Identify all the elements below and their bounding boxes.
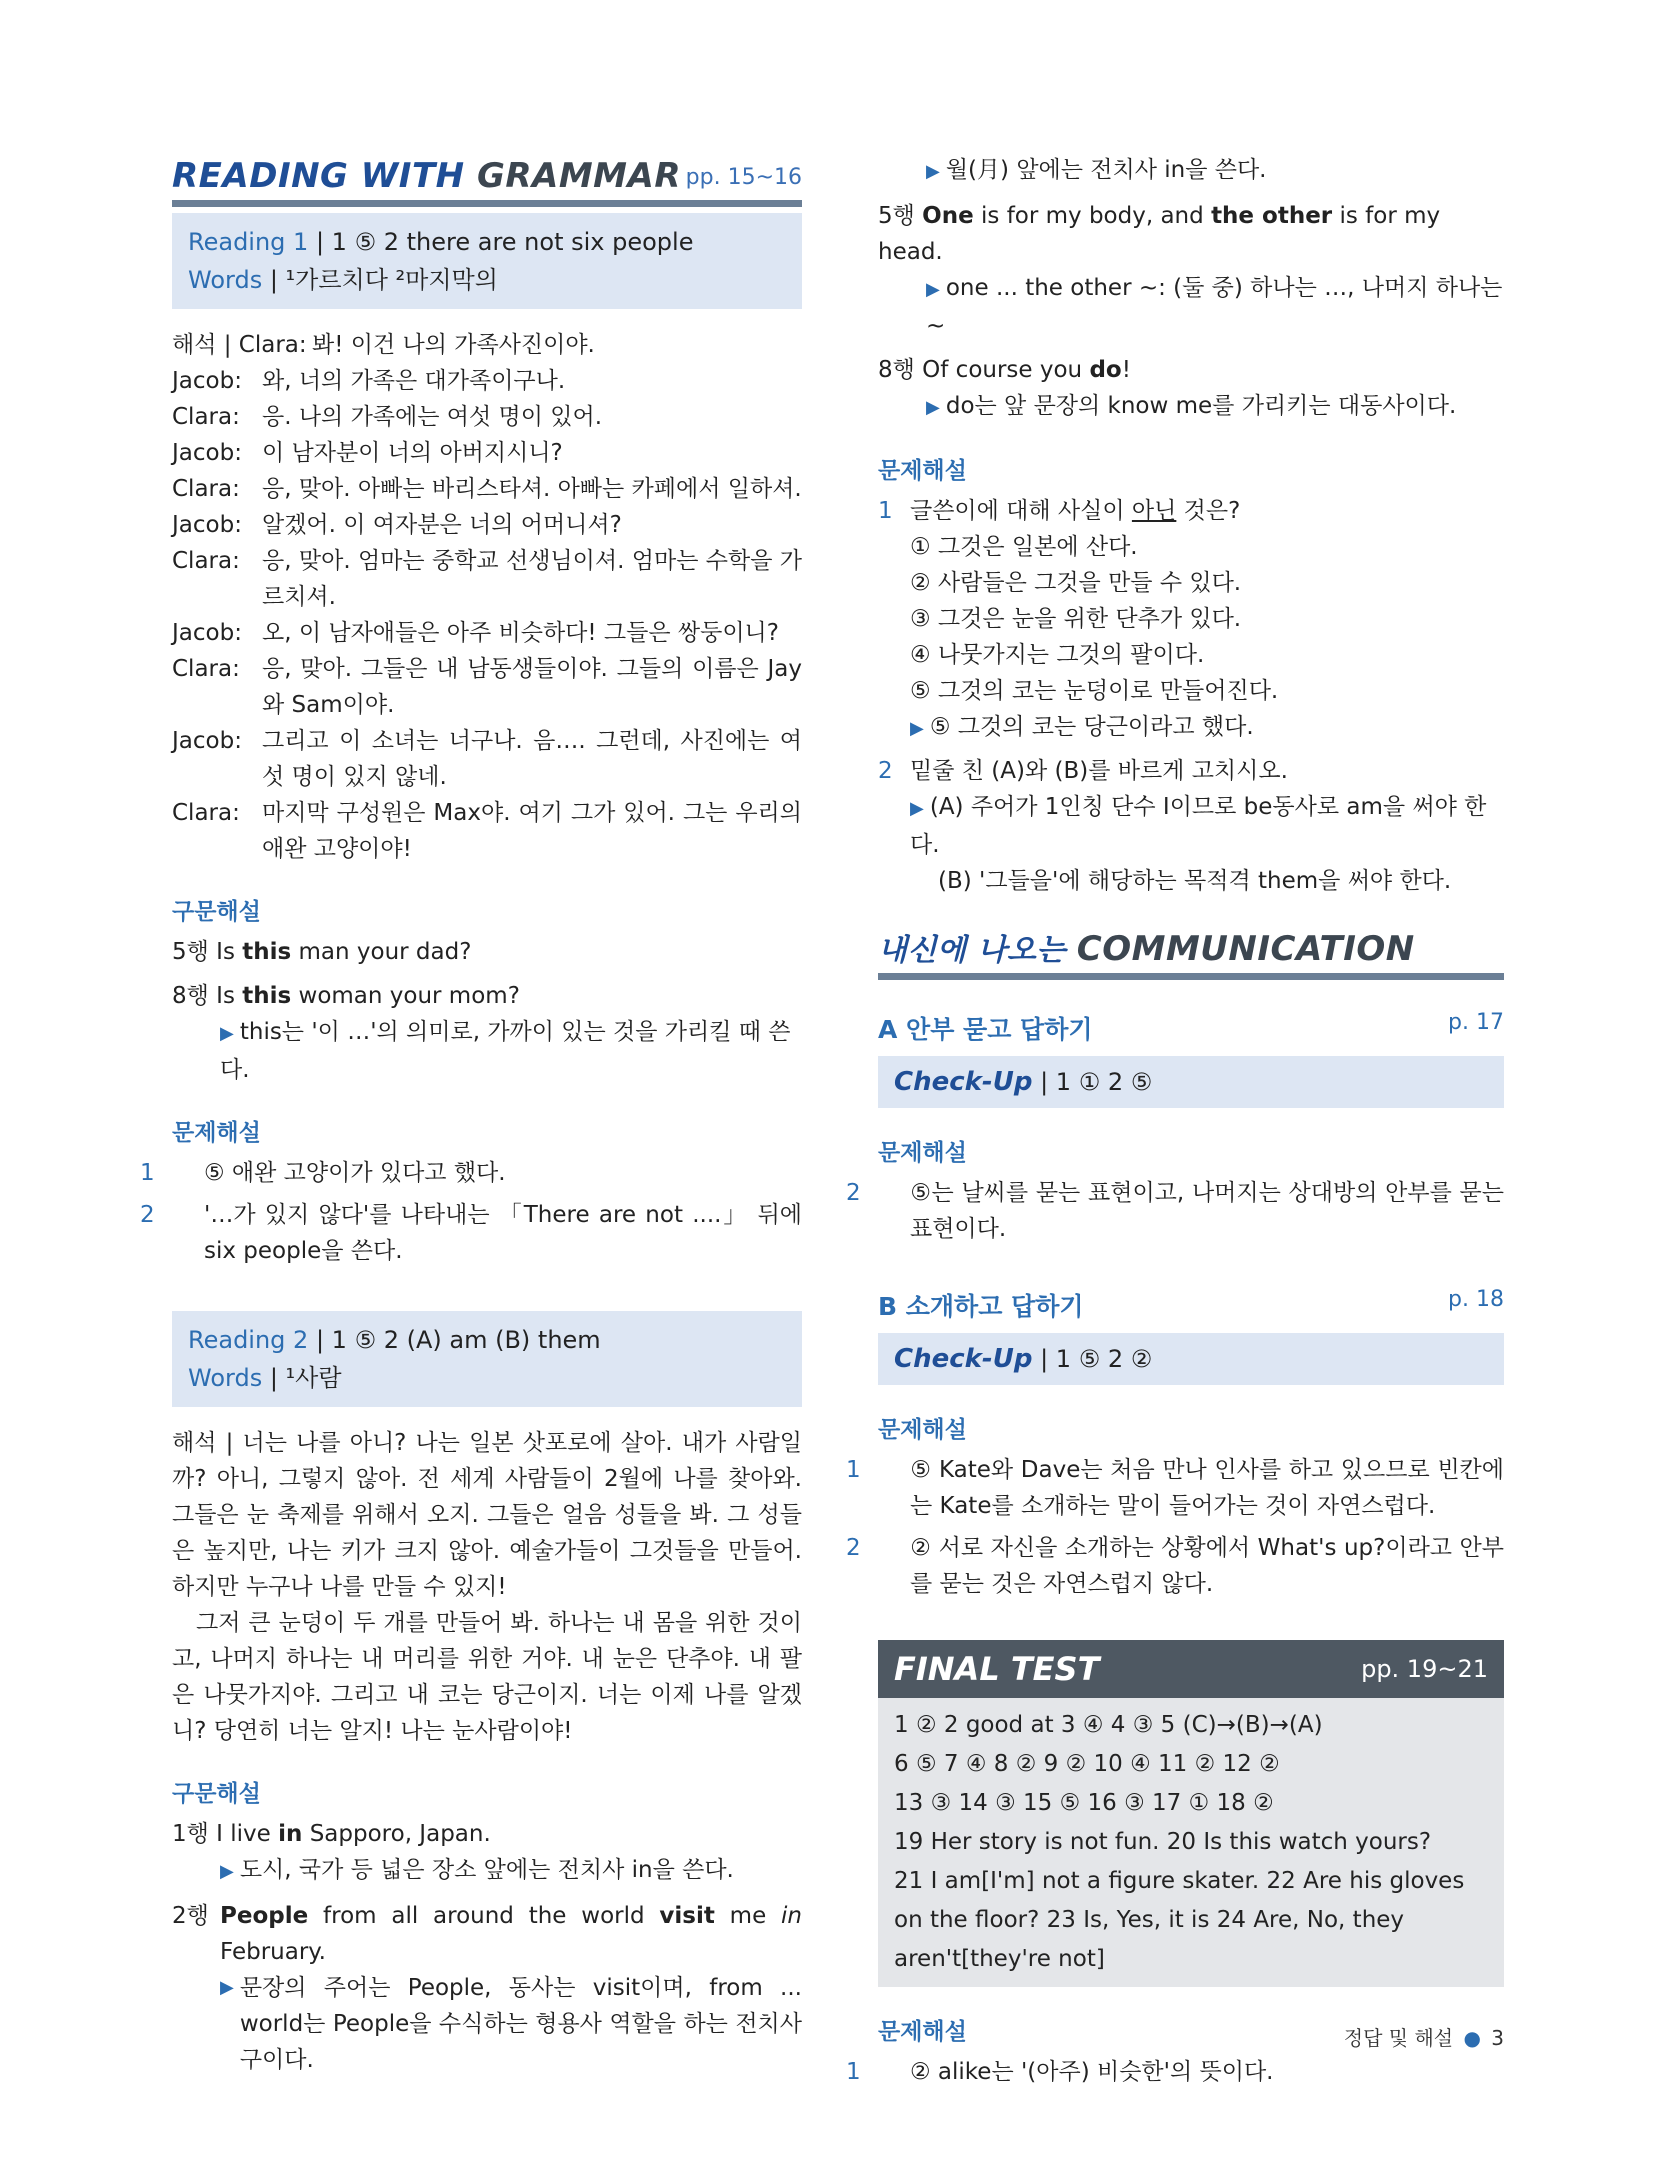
triangle-bullet-icon: ▶ [926,279,940,300]
problem2-1-option: ⑤ 그것의 코는 눈덩이로 만들어진다. [910,678,1279,704]
translation2-p2: 그저 큰 눈덩이 두 개를 만들어 봐. 하나는 내 몸을 위한 것이고, 나머지 하나는 내 머리를 위한 거야. 내 눈은 단추야. 내 팔은 나뭇가지야. 그리고 내 코는 당근이지. 너는 이제 나를 알겠니? 당연히 너는 알지! 나는 눈사람이야! [172,1610,802,1744]
final-test-answers: 1 ② 2 good at 3 ④ 4 ③ 5 (C)→(B)→(A) 6 ⑤ 7 ④ 8 ② 9 ② 10 ④ 11 ② 12 ② 13 ③ 14 ③ 15 ⑤ 16 ③ 17 ① 18 ② 19 Her story is not fun. 20 Is this watch yours? 21 I am[I'm] not a figure skater. 22 Are his gloves on the floor? 23 Is, Yes, it is 24 Are, No, they aren't[they're not] [878,1698,1504,1987]
section-title: READING WITH GRAMMAR [172,156,682,196]
section-b-checkup: Check-Up | 1 ⑤ 2 ② [878,1333,1504,1385]
left-column [140,150,802,2078]
grammar2-line1-note: ▶ 도시, 국가 등 넓은 장소 앞에는 전치사 in을 쓴다. [220,1857,734,1883]
final-test-box [878,1640,1504,1987]
grammar-title-2: 구문해설 [172,1781,261,1807]
problem-title-a: 문제해설 [878,1140,967,1166]
problem2-1-option: ④ 나뭇가지는 그것의 팔이다. [910,642,1205,668]
problem2-2-note: ▶ (A) 주어가 1인칭 단수 I이므로 be동사로 am을 써야 한다. [910,794,1487,858]
problem2-1-option: ③ 그것은 눈을 위한 단추가 있다. [910,606,1242,632]
communication-title: 내신에 나오는 COMMUNICATION [878,929,1415,969]
grammar-line8-note: ▶ do는 앞 문장의 know me를 가리키는 대동사이다. [926,393,1457,419]
right-top-note: ▶ 월(月) 앞에는 전치사 in을 쓴다. [926,157,1267,183]
problem-title-final: 문제해설 [878,2019,967,2045]
reading1-answer-box: Reading 1 | 1 ⑤ 2 there are not six people Words | ¹가르치다 ²마지막의 [172,213,802,309]
final-test-header: FINAL TEST pp. 19~21 [878,1640,1504,1698]
section-pages: pp. 15~16 [685,165,802,190]
triangle-bullet-icon: ▶ [926,397,940,418]
section-a-problem: 2 ⑤는 날씨를 묻는 표현이고, 나머지는 상대방의 안부를 묻는 표현이다. [846,1180,1504,1242]
triangle-bullet-icon: ▶ [220,1861,234,1882]
triangle-bullet-icon: ▶ [220,1023,234,1044]
grammar1-note: ▶ this는 '이 …'의 의미로, 가까이 있는 것을 가리킬 때 쓴다. [220,1019,791,1083]
right-column [846,152,1504,2090]
problem2-1: 1 글쓴이에 대해 사실이 아닌 것은? [878,498,1241,524]
section-b-problem-2: 2 ② 서로 자신을 소개하는 상황에서 What's up?이라고 안부를 묻는 것은 자연스럽지 않다. [846,1535,1504,1597]
grammar1-line8: 8행 Is this woman your mom? [172,983,520,1009]
reading2-answer-box: Reading 2 | 1 ⑤ 2 (A) am (B) them Words | ¹사람 [172,1311,802,1407]
problem1-1: 1 ⑤ 애완 고양이가 있다고 했다. [140,1160,506,1186]
grammar-line5-note: ▶ one ... the other ~: (둘 중) 하나는 …, 나머지 하나는 ~ [926,275,1503,339]
problem2-1-option: ② 사람들은 그것을 만들 수 있다. [910,570,1242,596]
reading-grammar-header [172,150,802,207]
communication-header [878,923,1504,980]
triangle-bullet-icon: ▶ [910,798,924,819]
section-a-checkup: Check-Up | 1 ① 2 ⑤ [878,1056,1504,1108]
section-a-header: A 안부 묻고 답하기 p. 17 [878,1010,1504,1044]
grammar2-line1: 1행 I live in Sapporo, Japan. [172,1821,491,1847]
location-pin-icon: ● [1463,2026,1481,2050]
section-b-problem-1: 1 ⑤ Kate와 Dave는 처음 만나 인사를 하고 있으므로 빈칸에는 Kate를 소개하는 말이 들어가는 것이 자연스럽다. [846,1457,1504,1519]
grammar2-line2: 2행 People from all around the world visit me in February. [172,1903,802,1965]
triangle-bullet-icon: ▶ [926,161,940,182]
problem2-2: 2 밑줄 친 (A)와 (B)를 바르게 고치시오. [878,758,1288,784]
page-number: 3 [1491,2026,1504,2050]
grammar1-line5: 5행 Is this man your dad? [172,939,472,965]
problem2-1-option: ① 그것은 일본에 산다. [910,534,1138,560]
triangle-bullet-icon: ▶ [910,718,924,739]
grammar-title-1: 구문해설 [172,899,261,925]
grammar2-line2-note: ▶ 문장의 주어는 People, 동사는 visit이며, from ... world는 People을 수식하는 형용사 역할을 하는 전치사구이다. [172,1970,802,2078]
page-footer: 정답 및 해설 ● 3 [1343,2026,1504,2050]
triangle-bullet-icon: ▶ [220,1977,234,1998]
problem2-1-note: ▶ ⑤ 그것의 코는 당근이라고 했다. [910,714,1254,740]
translation2-p1: 해석 | 너는 나를 아니? 나는 일본 삿포로에 살아. 내가 사람일까? 아니, 그렇지 않아. 전 세계 사람들이 2월에 나를 찾아와. 그들은 눈 축제를 위해서 오지. 그들은 얼음 성들을 봐. 그 성들은 높지만, 나는 키가 크지 않아. 예술가들이 그것들을 만들어. 하지만 누구나 나를 만들 수 있지! [172,1430,802,1600]
grammar-line8: 8행 Of course you do! [878,357,1131,383]
grammar-line5: 5행 One is for my body, and the other is for my head. [878,203,1441,265]
final-problem: 1 ② alike는 '(아주) 비슷한'의 뜻이다. [846,2059,1274,2085]
problem2-2-note: (B) '그들을'에 해당하는 목적격 them을 써야 한다. [938,868,1452,894]
problem1-2: 2 '…가 있지 않다'를 나타내는 「There are not ....」 뒤에 six people을 쓴다. [140,1202,802,1264]
problem-title-3: 문제해설 [878,458,967,484]
section-b-header: B 소개하고 답하기 p. 18 [878,1287,1504,1321]
problem-title-1: 문제해설 [172,1120,261,1146]
problem-title-b: 문제해설 [878,1417,967,1443]
translation1: 해석 | Clara: 봐! 이건 나의 가족사진이야. Jacob: 와, 너의 가족은 대가족이구나. Clara: 응. 나의 가족에는 여섯 명이 있어. Jacob: 이 남자분이 너의 아버지시니? Clara: 응, 맞아. 아빠는 바리스타셔. 아빠는 카페에서 일하셔. Jacob: 알겠어. 이 여자분은 너의 어머니셔? Clara: 응, 맞아. 엄마는 중학교 선생님이셔. 엄마는 수학을 가르치셔. Jacob: 오, 이 남자애들은 아주 비슷하다! 그들은 쌍둥이니? Clara: 응, 맞아. 그들은 내 남동생들이야. 그들의 이름은 Jay와 Sam이야. Jacob: 그리고 이 소녀는 너구나. 음…. 그런데, 사진에는 여섯 명이 있지 않네. Clara: 마지막 구성원은 Max야. 여기 그가 있어. 그는 우리의 애완 고양이야! [172,332,802,862]
